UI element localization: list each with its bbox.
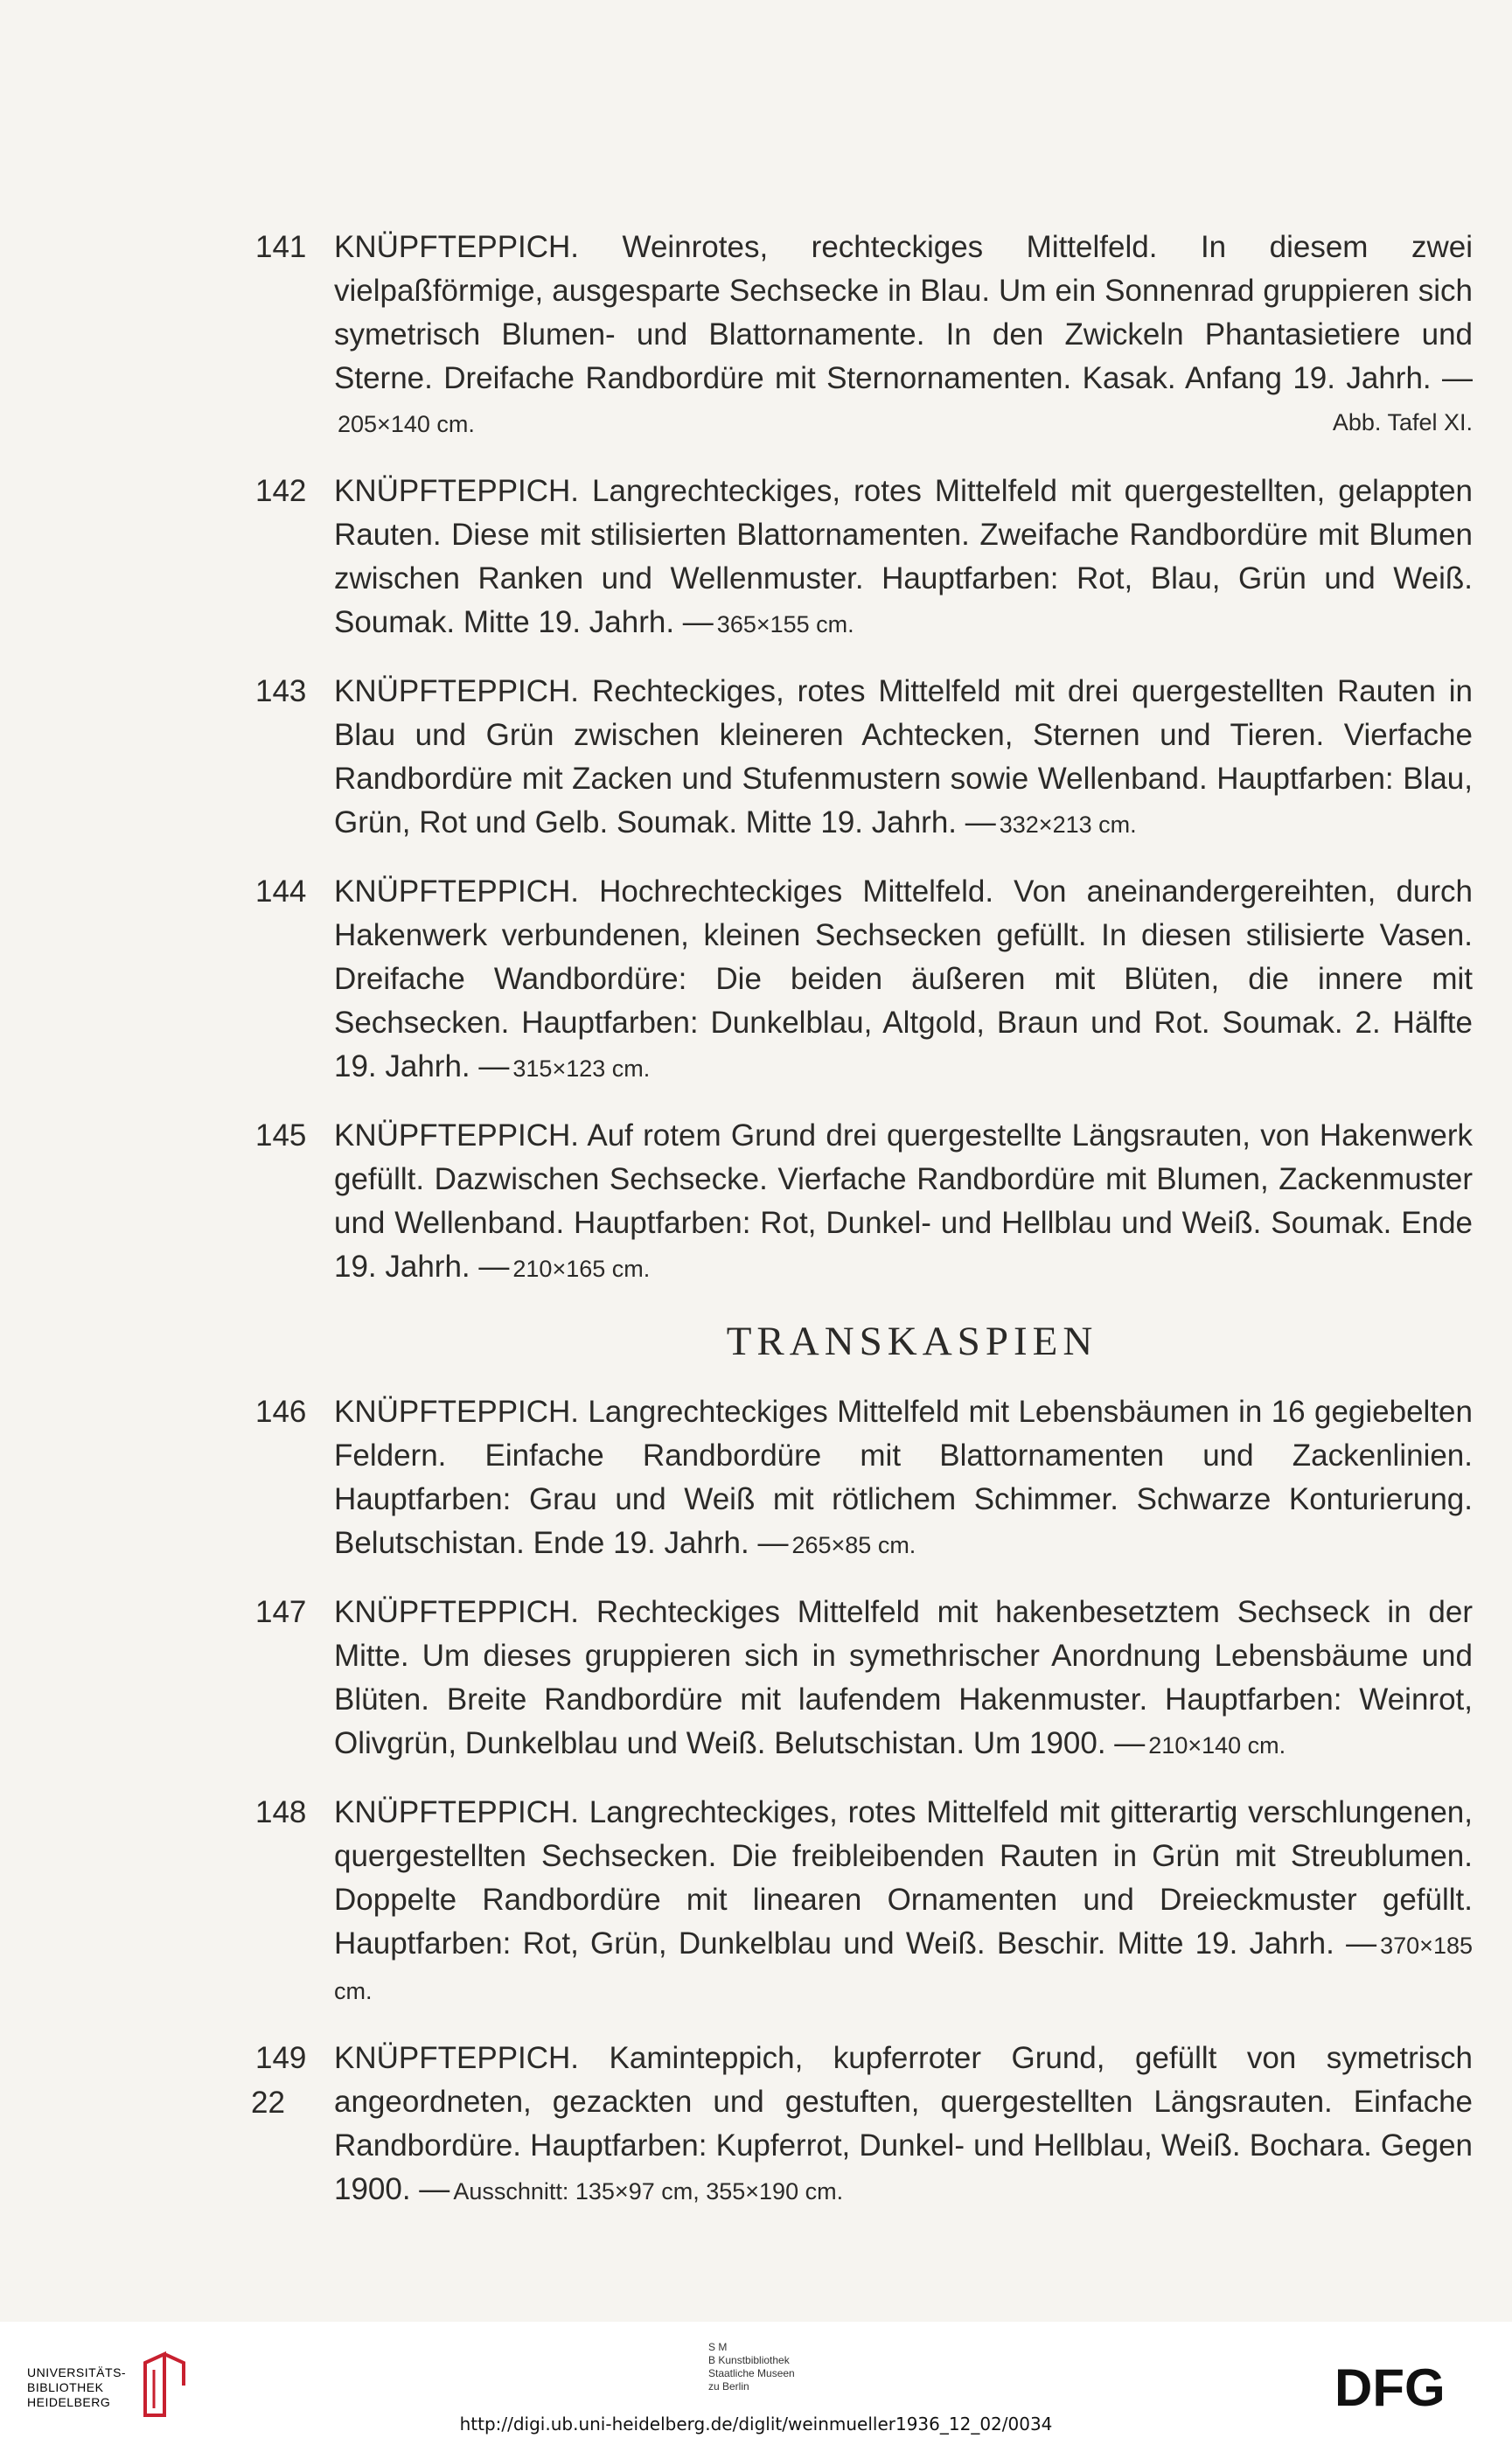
stamp-line-2: B Kunstbibliothek — [708, 2354, 790, 2366]
catalog-entry-147 — [255, 1591, 1473, 1767]
entry-number: 149 — [255, 2041, 307, 2075]
entry-text — [334, 1114, 1473, 1291]
university-line-1: UNIVERSITÄTS- — [27, 2365, 127, 2379]
catalog-entry-143 — [255, 670, 1473, 846]
dfg-logo-text: DFG — [1334, 2362, 1446, 2411]
entry-text — [334, 1791, 1473, 2013]
entry-number: 148 — [255, 1795, 307, 1829]
entry-description: KNÜPFTEPPICH. Rechteckiges Mittelfeld mit hakenbesetztem Sechseck in der Mitte. Um dieses gruppieren sich in symethrischer Anordnung Lebensbäume und Blüten. Breite Randbordüre mit laufendem Hakenmuster. Hauptfarben: Weinrot, Olivgrün, Dunkelblau und Weiß. Belutschistan. Um 1900. — — [334, 1595, 1473, 1760]
entry-number: 147 — [255, 1595, 307, 1629]
entry-description: KNÜPFTEPPICH. Auf rotem Grund drei quergestellte Längsrauten, von Hakenwerk gefüllt. Dazwischen Sechsecke. Vierfache Randbordüre mit Blumen, Zackenmuster und Wellenband. Hauptfarben: Rot, Dunkel- und Hellblau und Weiß. Soumak. Ende 19. Jahrh. — — [334, 1118, 1473, 1284]
catalog-entry-149 — [255, 2037, 1473, 2213]
digitization-footer — [0, 2322, 1512, 2438]
catalog-entry-144 — [255, 870, 1473, 1090]
catalog-entry-142 — [255, 470, 1473, 646]
library-stamp — [708, 2341, 866, 2393]
entry-text — [334, 470, 1473, 646]
catalog-content — [255, 226, 1473, 2237]
university-line-2: BIBLIOTHEK — [27, 2380, 104, 2394]
entry-size: 315×123 cm. — [512, 1055, 651, 1082]
entry-size: 332×213 cm. — [999, 812, 1137, 838]
entry-description: KNÜPFTEPPICH. Hochrechteckiges Mittelfeld. Von aneinandergereihten, durch Hakenwerk verbundenen, kleinen Sechsecken gefüllt. In diesen stilisierte Vasen. Dreifache Wandbordüre: Die beiden äußeren mit Blüten, die innere mit Sechsecken. Hauptfarben: Dunkelblau, Altgold, Braun und Rot. Soumak. 2. Hälfte 19. Jahrh. — — [334, 874, 1473, 1083]
entry-number: 146 — [255, 1395, 307, 1429]
entry-text — [334, 670, 1473, 846]
entry-description: KNÜPFTEPPICH. Langrechteckiges, rotes Mittelfeld mit quergestellten, gelappten Rauten. Diese mit stilisierten Blattornamenten. Zweifache Randbordüre mit Blumen zwischen Ranken und Wellenmuster. Hauptfarben: Rot, Blau, Grün und Weiß. Soumak. Mitte 19. Jahrh. — — [334, 474, 1473, 639]
entry-description: KNÜPFTEPPICH. Kaminteppich, kupferroter Grund, gefüllt von symetrisch angeordneten, gezackten und gestuften, quergestellten Längsrauten. Einfache Randbordüre. Hauptfarben: Kupferrot, Dunkel- und Hellblau, Weiß. Bochara. Gegen 1900. — — [334, 2041, 1473, 2206]
entry-text — [334, 226, 1473, 446]
entry-number: 142 — [255, 474, 307, 508]
dfg-logo-icon — [1334, 2362, 1492, 2411]
stamp-line-1: S M — [708, 2341, 728, 2353]
stamp-line-4: zu Berlin — [708, 2380, 749, 2393]
entry-size: 210×140 cm. — [1148, 1732, 1286, 1759]
entry-description: KNÜPFTEPPICH. Langrechteckiges Mittelfeld mit Lebensbäumen in 16 gegiebelten Feldern. Einfache Randbordüre mit Blattornamenten und Zackenlinien. Hauptfarben: Grau und Weiß mit rötlichem Schimmer. Schwarze Konturierung. Belutschistan. Ende 19. Jahrh. — — [334, 1395, 1473, 1560]
catalog-entry-145 — [255, 1114, 1473, 1291]
university-logo-icon — [138, 2351, 189, 2421]
entry-description: KNÜPFTEPPICH. Weinrotes, rechteckiges Mittelfeld. In diesem zwei vielpaßförmige, ausgesparte Sechsecke in Blau. Um ein Sonnenrad gruppieren sich symetrisch Blumen- und Blattornamente. In den Zwickeln Phantasietiere und Sterne. Dreifache Randbordüre mit Sternornamenten. Kasak. Anfang 19. Jahrh. — — [334, 230, 1473, 395]
entry-text — [334, 1591, 1473, 1767]
entry-text — [334, 1390, 1473, 1567]
entry-number: 144 — [255, 874, 307, 909]
entry-description: KNÜPFTEPPICH. Langrechteckiges, rotes Mittelfeld mit gitterartig verschlungenen, quergestellten Sechsecken. Die freibleibenden Rauten in Grün mit Streublumen. Doppelte Randbordüre mit linearen Ornamenten und Dreieckmuster gefüllt. Hauptfarben: Rot, Grün, Dunkelblau und Weiß. Beschir. Mitte 19. Jahrh. — — [334, 1795, 1473, 1961]
page-number: 22 — [251, 2086, 285, 2120]
catalog-entry-148 — [255, 1791, 1473, 2013]
section-heading: TRANSKASPIEN — [726, 1319, 1098, 1364]
stamp-line-3: Staatliche Museen — [708, 2367, 795, 2379]
entry-size: 365×155 cm. — [716, 611, 854, 637]
entry-text — [334, 2037, 1473, 2213]
permalink-url[interactable]: http://digi.ub.uni-heidelberg.de/diglit/weinmueller1936_12_02/0034 — [459, 2414, 1053, 2435]
entry-number: 143 — [255, 674, 307, 708]
entry-size: 370×185 cm. — [334, 1933, 1473, 2004]
university-library-label — [27, 2365, 141, 2410]
entry-size: 205×140 cm. — [338, 411, 475, 437]
catalog-entry-141 — [255, 226, 1473, 446]
entry-size: 210×165 cm. — [512, 1256, 651, 1282]
catalog-entry-146 — [255, 1390, 1473, 1567]
entry-number: 141 — [255, 230, 307, 264]
entry-size: 265×85 cm. — [791, 1532, 916, 1558]
plate-reference: Abb. Tafel XI. — [1332, 409, 1473, 435]
university-line-3: HEIDELBERG — [27, 2395, 111, 2409]
entry-size: Ausschnitt: 135×97 cm, 355×190 cm. — [453, 2178, 844, 2205]
entry-number: 145 — [255, 1118, 307, 1153]
entry-description: KNÜPFTEPPICH. Rechteckiges, rotes Mittelfeld mit drei quergestellten Rauten in Blau und Grün zwischen kleineren Achtecken, Sternen und Tieren. Vierfache Randbordüre mit Zacken und Stufenmustern sowie Wellenband. Hauptfarben: Blau, Grün, Rot und Gelb. Soumak. Mitte 19. Jahrh. — — [334, 674, 1473, 839]
entry-text — [334, 870, 1473, 1090]
